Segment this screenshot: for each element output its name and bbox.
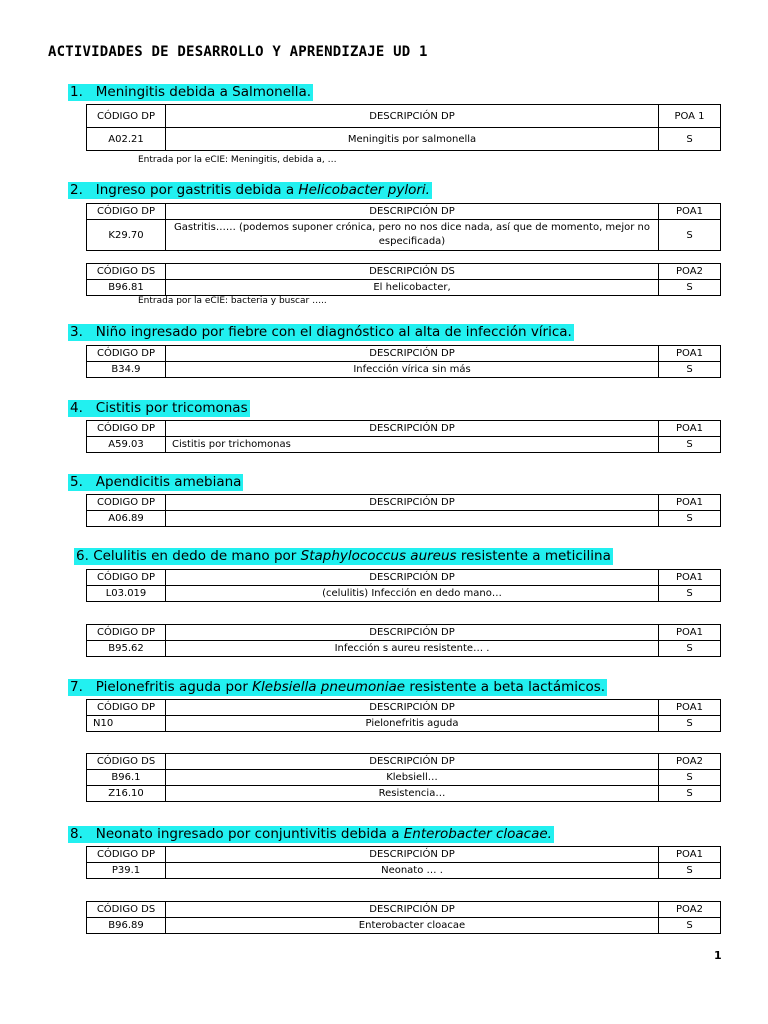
header-cell: POA2 [659, 754, 721, 770]
header-cell: DESCRIPCIÓN DP [166, 754, 659, 770]
item-2-heading [68, 182, 432, 198]
poa-cell: S [659, 641, 721, 657]
item-5-table [86, 494, 721, 527]
header-cell: POA1 [659, 204, 721, 220]
poa-cell: S [659, 918, 721, 934]
header-cell: DESCRIPCIÓN DP [166, 700, 659, 716]
poa-cell: S [659, 511, 721, 527]
code-cell: A59.03 [87, 437, 166, 453]
code-cell: B95.62 [87, 641, 166, 657]
description-cell: Enterobacter cloacae [166, 918, 659, 934]
header-cell: POA2 [659, 902, 721, 918]
heading-text: Meningitis debida a Salmonella. [95, 84, 312, 100]
header-cell: DESCRIPCIÓN DP [166, 346, 659, 362]
header-cell: DESCRIPCIÓN DP [166, 570, 659, 586]
description-cell: Infección vírica sin más [166, 362, 659, 378]
description-cell: Klebsiell… [166, 770, 659, 786]
header-cell: CODIGO DP [87, 495, 166, 511]
code-cell: L03.019 [87, 586, 166, 602]
header-cell: DESCRIPCIÓN DP [166, 105, 659, 128]
item-5-heading [68, 474, 243, 490]
header-cell: CÓDIGO DS [87, 264, 166, 280]
header-cell: DESCRIPCIÓN DP [166, 421, 659, 437]
heading-text: resistente a meticilina [456, 548, 611, 564]
item-6-heading [74, 548, 613, 564]
item-1-heading [68, 84, 313, 100]
code-cell: A02.21 [87, 128, 166, 151]
code-cell: B96.89 [87, 918, 166, 934]
poa-cell: S [659, 863, 721, 879]
code-cell: P39.1 [87, 863, 166, 879]
code-cell: A06.89 [87, 511, 166, 527]
heading-text: Neonato ingresado por conjuntivitis debida a [95, 826, 404, 842]
heading-text: Celulitis en dedo de mano por [93, 548, 301, 564]
header-cell: CÓDIGO DP [87, 625, 166, 641]
header-cell: DESCRIPCIÓN DP [166, 847, 659, 863]
description-cell: Pielonefritis aguda [166, 716, 659, 732]
header-cell: POA1 [659, 570, 721, 586]
header-cell: CÓDIGO DS [87, 754, 166, 770]
heading-highlight [68, 324, 574, 341]
heading-highlight [68, 182, 432, 199]
item-6-table-dp [86, 569, 721, 602]
heading-text: Cistitis por tricomonas [95, 400, 248, 416]
heading-text: 5. [70, 474, 83, 490]
heading-text: 3. [70, 324, 83, 340]
heading-text: Helicobacter pylori. [298, 182, 430, 198]
header-cell: POA1 [659, 495, 721, 511]
description-cell [166, 511, 659, 527]
header-cell: CÓDIGO DP [87, 700, 166, 716]
heading-text: 4. [70, 400, 83, 416]
heading-text: Apendicitis amebiana [95, 474, 242, 490]
item-3-table [86, 345, 721, 378]
heading-highlight [74, 548, 613, 565]
poa-cell: S [659, 280, 721, 296]
code-cell: B34.9 [87, 362, 166, 378]
item-4-table [86, 420, 721, 453]
poa-cell: S [659, 437, 721, 453]
code-cell: B96.1 [87, 770, 166, 786]
header-cell: DESCRIPCIÓN DP [166, 625, 659, 641]
item-7-heading [68, 679, 607, 695]
heading-text: Niño ingresado por fiebre con el diagnóstico al alta de infección vírica. [95, 324, 572, 340]
header-cell: POA1 [659, 700, 721, 716]
header-cell: DESCRIPCIÓN DP [166, 902, 659, 918]
description-cell: Neonato … . [166, 863, 659, 879]
header-cell: POA1 [659, 847, 721, 863]
header-cell: CÓDIGO DP [87, 570, 166, 586]
header-cell: POA 1 [659, 105, 721, 128]
header-cell: CÓDIGO DS [87, 902, 166, 918]
poa-cell: S [659, 716, 721, 732]
header-cell: CÓDIGO DP [87, 204, 166, 220]
header-cell: CÓDIGO DP [87, 421, 166, 437]
item-8-table-dp [86, 846, 721, 879]
heading-highlight [68, 84, 313, 101]
heading-text: 1. [70, 84, 83, 100]
header-cell: POA1 [659, 346, 721, 362]
item-1-note: Entrada por la eCIE: Meningitis, debida a, … [138, 155, 337, 165]
header-cell: POA1 [659, 625, 721, 641]
item-7-table-dp [86, 699, 721, 732]
heading-text: 8. [70, 826, 83, 842]
description-cell: Cistitis por trichomonas [166, 437, 659, 453]
description-cell: Infección s aureu resistente… . [166, 641, 659, 657]
poa-cell: S [659, 770, 721, 786]
document-title: ACTIVIDADES DE DESARROLLO Y APRENDIZAJE UD 1 [48, 44, 428, 60]
heading-text: Klebsiella pneumoniae [252, 679, 406, 695]
heading-text: 7. [70, 679, 83, 695]
description-cell: Resistencia… [166, 786, 659, 802]
heading-text: Enterobacter cloacae. [403, 826, 552, 842]
header-cell: CÓDIGO DP [87, 847, 166, 863]
heading-text: 2. [70, 182, 83, 198]
header-cell: DESCRIPCIÓN DS [166, 264, 659, 280]
heading-text: Ingreso por gastritis debida a [95, 182, 299, 198]
code-cell: N10 [87, 716, 166, 732]
header-cell: DESCRIPCIÓN DP [166, 204, 659, 220]
header-cell: CÓDIGO DP [87, 346, 166, 362]
item-8-table-ds [86, 901, 721, 934]
poa-cell: S [659, 362, 721, 378]
description-cell: El helicobacter, [166, 280, 659, 296]
item-3-heading [68, 324, 574, 340]
item-1-table [86, 104, 721, 151]
heading-highlight [68, 826, 554, 843]
item-2-table-ds [86, 263, 721, 296]
description-cell: Meningitis por salmonella [166, 128, 659, 151]
poa-cell: S [659, 128, 721, 151]
page-number: 1 [714, 949, 722, 962]
item-7-table-ds [86, 753, 721, 802]
code-cell: K29.70 [87, 220, 166, 251]
item-4-heading [68, 400, 250, 416]
header-cell: POA2 [659, 264, 721, 280]
heading-highlight [68, 400, 250, 417]
item-8-heading [68, 826, 554, 842]
poa-cell: S [659, 786, 721, 802]
code-cell: B96.81 [87, 280, 166, 296]
description-cell: Gastritis…… (podemos suponer crónica, pero no nos dice nada, así que de momento, mejor no especificada) [166, 220, 659, 251]
heading-text: Staphylococcus aureus [300, 548, 457, 564]
item-2-table-dp [86, 203, 721, 251]
header-cell: DESCRIPCIÓN DP [166, 495, 659, 511]
description-cell: (celulitis) Infección en dedo mano… [166, 586, 659, 602]
item-2-note: Entrada por la eCIE: bacteria y buscar ….. [138, 296, 327, 306]
poa-cell: S [659, 586, 721, 602]
poa-cell: S [659, 220, 721, 251]
heading-text: 6. [76, 548, 89, 564]
code-cell: Z16.10 [87, 786, 166, 802]
heading-text: resistente a beta lactámicos. [405, 679, 606, 695]
header-cell: CÓDIGO DP [87, 105, 166, 128]
item-6-table-ds [86, 624, 721, 657]
heading-highlight [68, 679, 607, 696]
header-cell: POA1 [659, 421, 721, 437]
heading-highlight [68, 474, 243, 491]
heading-text: Pielonefritis aguda por [95, 679, 253, 695]
